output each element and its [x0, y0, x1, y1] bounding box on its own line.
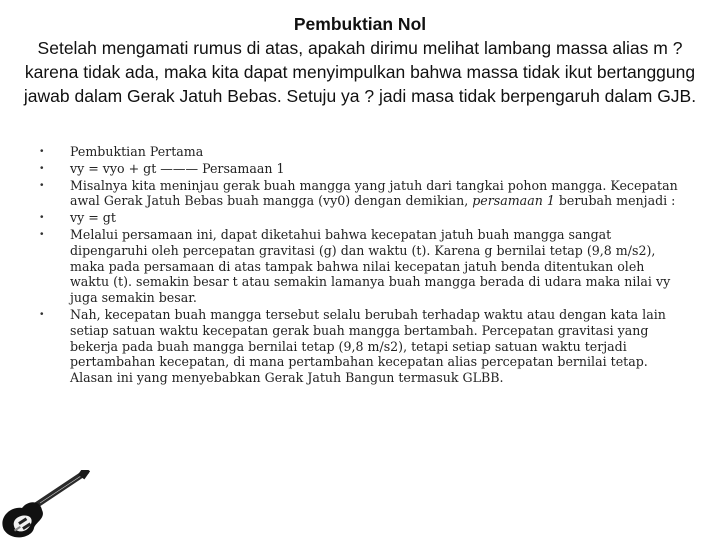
- list-item: [40, 144, 680, 160]
- list-item: [40, 307, 680, 386]
- list-item-text-tail: berubah menjadi :: [554, 193, 676, 209]
- list-item-text: Misalnya kita meninjau gerak buah mangga yang jatuh dari tangkai pohon mangga. Kecepatan awal Gerak Jatuh Bebas buah mangga (vy0) dengan demikian,: [70, 177, 678, 209]
- list-item: [40, 227, 680, 306]
- list-item-text: Melalui persamaan ini, dapat diketahui bahwa kecepatan jatuh buah mangga sangat dipengaruhi oleh percepatan gravitasi (g) dan waktu (t). Karena g bernilai tetap (9,8 m/s2), maka pada persamaan di atas tampak bahwa nilai kecepatan jatuh benda ditentukan oleh waktu (t). semakin besar t atau semakin lamanya buah mangga berada di udara maka nilai vy juga semakin besar.: [70, 226, 671, 306]
- bullet-icon: •: [40, 308, 44, 320]
- slide-header: [20, 12, 700, 108]
- list-item: [40, 161, 680, 177]
- electric-guitar-icon: [0, 470, 90, 540]
- intro-paragraph: Setelah mengamati rumus di atas, apakah dirimu melihat lambang massa alias m ? karena tidak ada, maka kita dapat menyimpulkan bahwa massa tidak ikut bertanggung jawab dalam Gerak Jatuh Bebas. Setuju ya ? jadi masa tidak berpengaruh dalam GJB.: [23, 38, 697, 106]
- list-item: [40, 178, 680, 210]
- list-item: [40, 210, 680, 226]
- list-item-text: Nah, kecepatan buah mangga tersebut selalu berubah terhadap waktu atau dengan kata lain setiap satuan waktu kecepatan gerak buah mangga bertambah. Percepatan gravitasi yang bekerja pada buah mangga bernilai tetap (9,8 m/s2), tetapi setiap satuan waktu terjadi pertambahan kecepatan, di mana pertambahan kecepatan alias percepatan bernilai tetap. Alasan ini yang menyebabkan Gerak Jatuh Bangun termasuk GLBB.: [70, 306, 666, 386]
- list-item-text: vy = vyo + gt ——— Persamaan 1: [70, 160, 285, 176]
- list-item-text: vy = gt: [70, 210, 116, 226]
- list-item-emphasis: persamaan 1: [472, 193, 555, 209]
- list-item-text: Pembuktian Pertama: [70, 144, 204, 159]
- bullet-icon: •: [40, 228, 44, 240]
- bullet-icon: •: [40, 162, 44, 174]
- bullet-icon: •: [40, 146, 44, 157]
- slide-title: Pembuktian Nol: [293, 14, 427, 34]
- bullet-list: [40, 144, 680, 387]
- bullet-icon: •: [40, 179, 44, 191]
- bullet-icon: •: [40, 212, 44, 224]
